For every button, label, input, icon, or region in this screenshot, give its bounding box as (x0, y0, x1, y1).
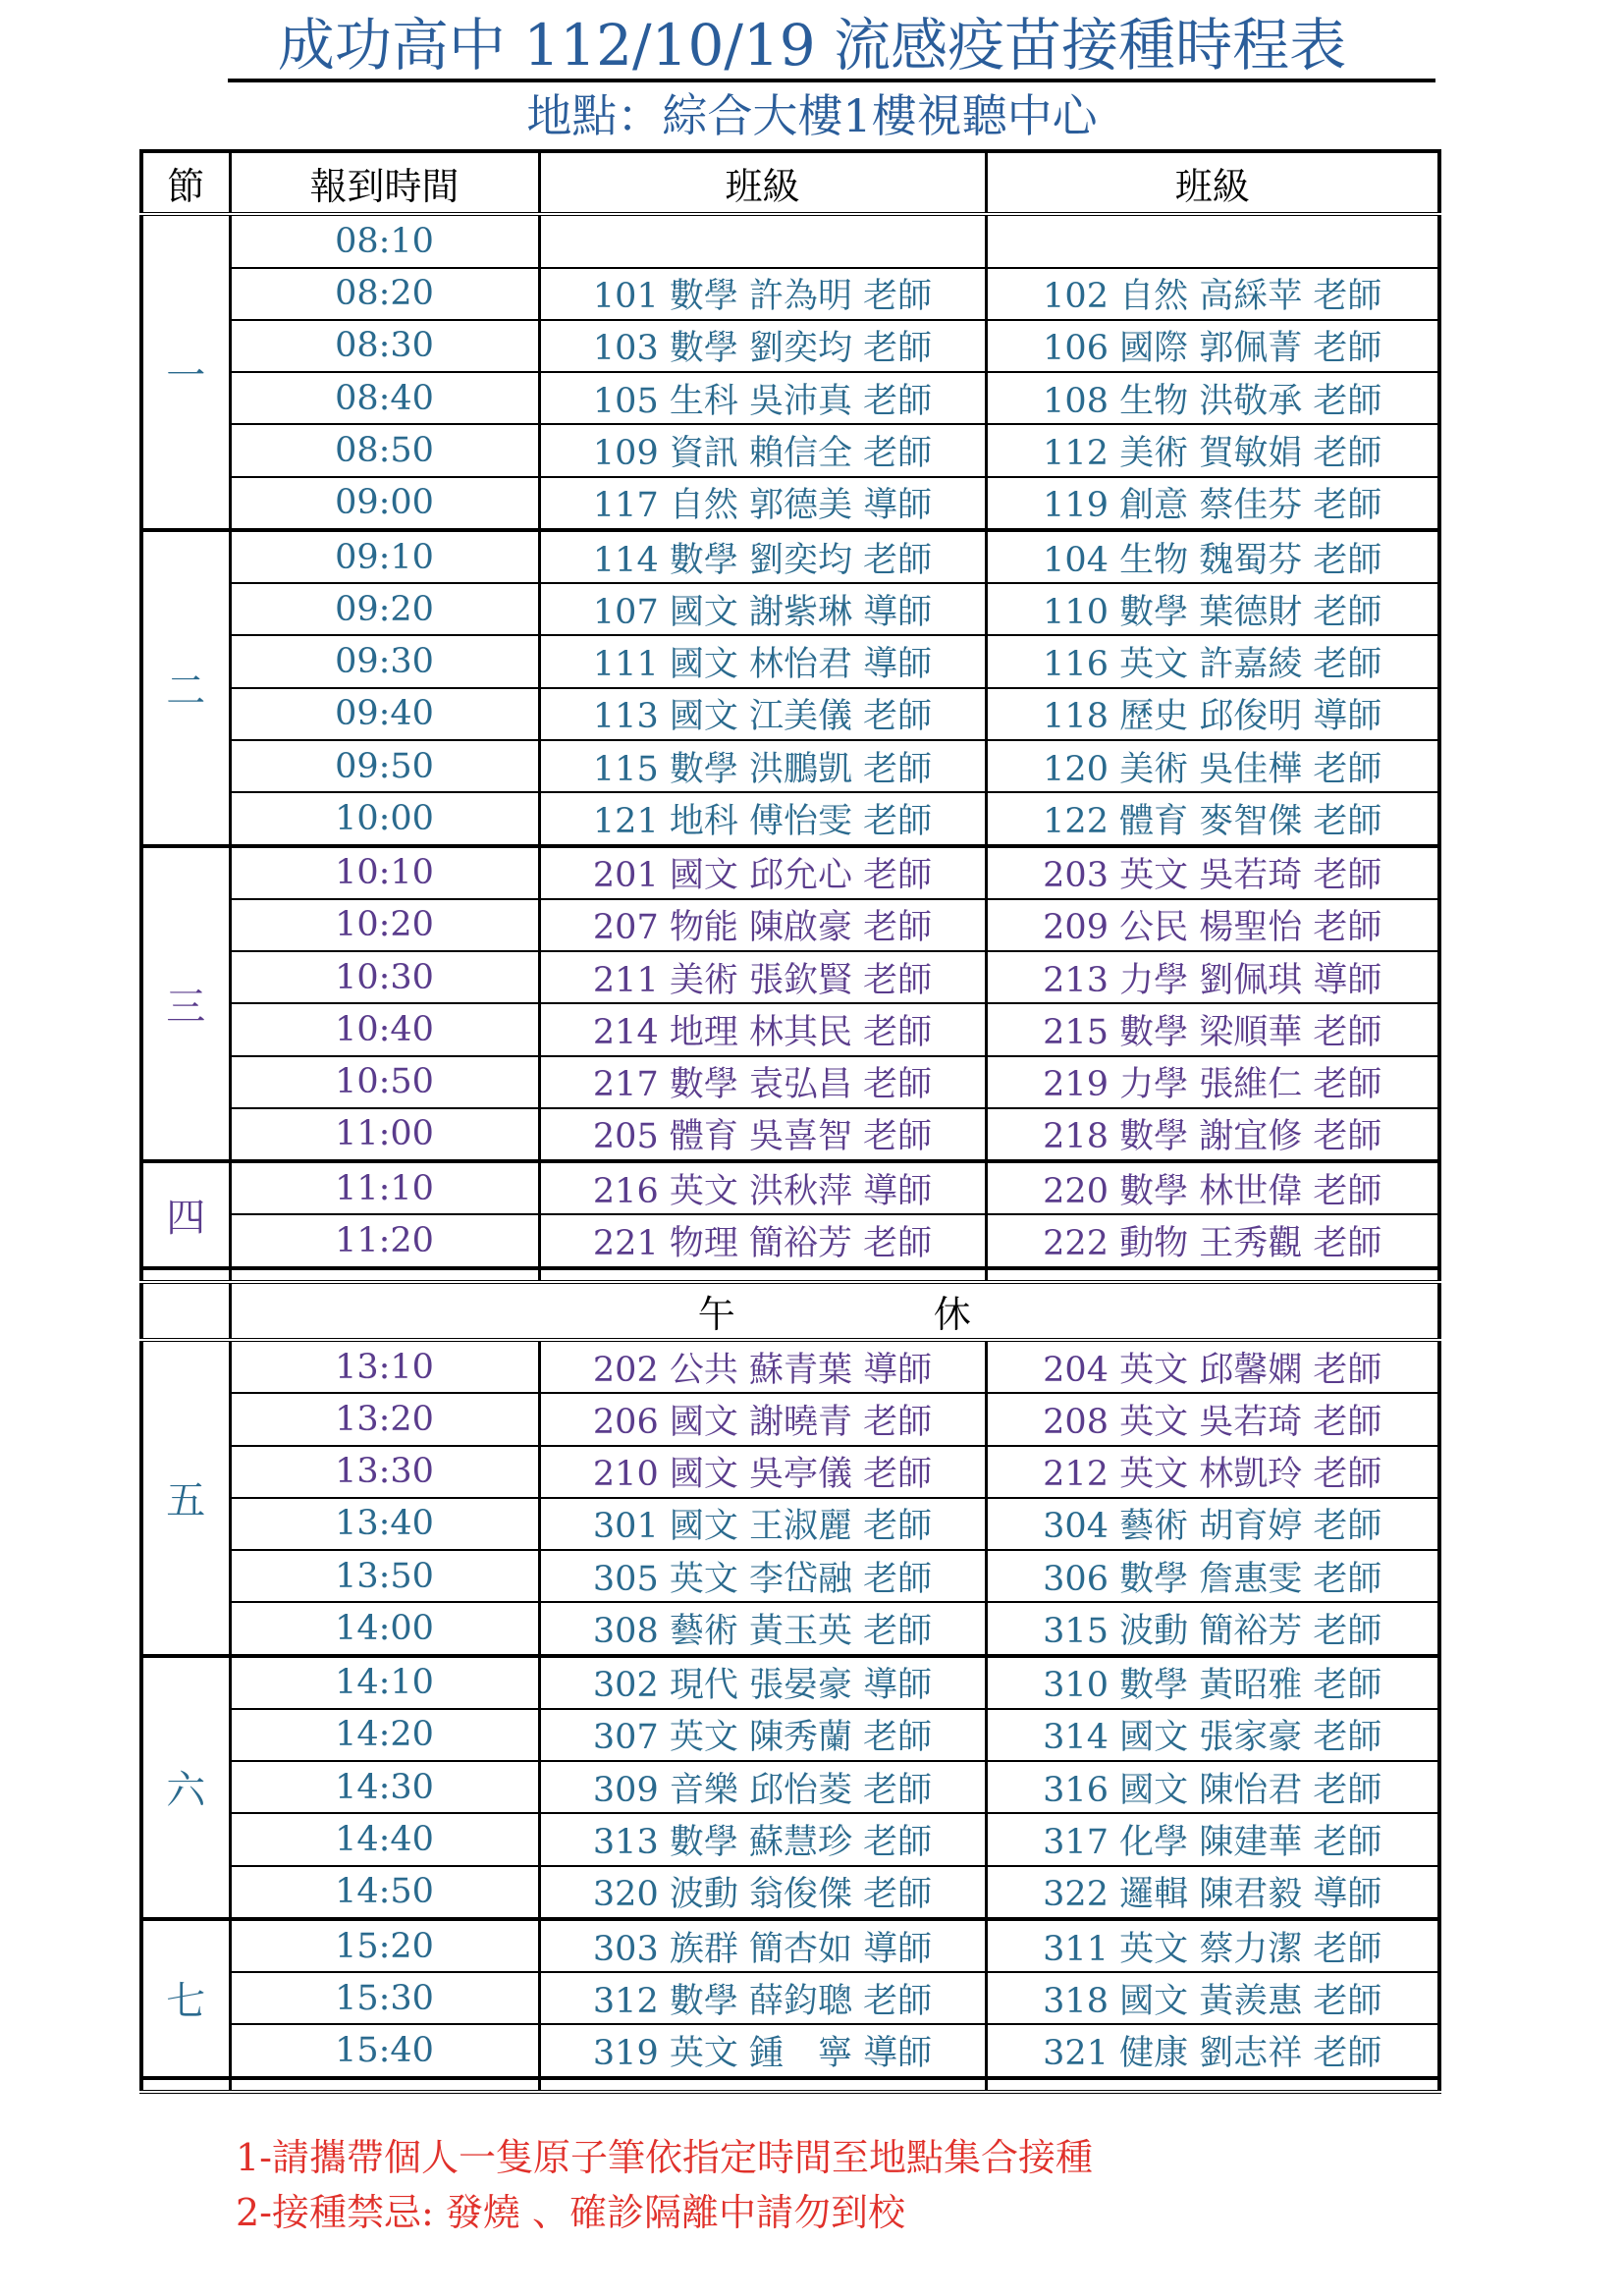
checkin-time: 10:30 (230, 951, 539, 1003)
class-cell-b: 112 美術 賀敏娟 老師 (986, 424, 1439, 476)
checkin-time: 14:50 (230, 1866, 539, 1919)
checkin-time: 14:30 (230, 1761, 539, 1813)
table-row (141, 1340, 1439, 1393)
class-cell-b: 212 英文 林凱玲 老師 (986, 1446, 1439, 1498)
table-row (141, 792, 1439, 845)
class-cell-b: 304 藝術 胡育婷 老師 (986, 1498, 1439, 1550)
class-cell-b: 315 波動 簡裕芳 老師 (986, 1602, 1439, 1655)
spacer-row (141, 2078, 1439, 2092)
checkin-time: 09:30 (230, 635, 539, 687)
table-row (141, 214, 1439, 267)
class-cell-a: 114 數學 劉奕均 老師 (539, 530, 986, 583)
checkin-time: 11:20 (230, 1214, 539, 1267)
table-row (141, 688, 1439, 740)
class-cell-a: 121 地科 傅怡雯 老師 (539, 792, 986, 845)
class-cell-a: 320 波動 翁俊傑 老師 (539, 1866, 986, 1919)
checkin-time: 09:00 (230, 477, 539, 530)
table-row (141, 1602, 1439, 1655)
header-class-a: 班級 (539, 151, 986, 214)
class-cell-b: 209 公民 楊聖怡 老師 (986, 899, 1439, 951)
table-row (141, 1656, 1439, 1709)
class-cell-a: 302 現代 張晏豪 導師 (539, 1656, 986, 1709)
period-label: 三 (141, 846, 230, 1162)
table-row (141, 1498, 1439, 1550)
checkin-time: 15:40 (230, 2024, 539, 2077)
class-cell-b: 122 體育 麥智傑 老師 (986, 792, 1439, 845)
period-label: 四 (141, 1161, 230, 1268)
period-label: 六 (141, 1656, 230, 1919)
class-cell-a: 307 英文 陳秀蘭 老師 (539, 1709, 986, 1761)
class-cell-a: 221 物理 簡裕芳 老師 (539, 1214, 986, 1267)
class-cell-a: 105 生科 吳沛真 老師 (539, 372, 986, 424)
location-subtitle: 地點：綜合大樓1樓視聽中心 (526, 89, 1098, 142)
class-cell-b: 222 動物 王秀觀 老師 (986, 1214, 1439, 1267)
class-cell-b: 104 生物 魏蜀芬 老師 (986, 530, 1439, 583)
period-label: 七 (141, 1919, 230, 2078)
class-cell-b: 110 數學 葉德財 老師 (986, 583, 1439, 635)
class-cell-a (539, 214, 986, 267)
checkin-time: 08:50 (230, 424, 539, 476)
table-row (141, 268, 1439, 320)
checkin-time: 13:50 (230, 1550, 539, 1602)
checkin-time: 13:30 (230, 1446, 539, 1498)
checkin-time: 08:20 (230, 268, 539, 320)
checkin-time: 11:00 (230, 1108, 539, 1161)
class-cell-b: 311 英文 蔡力潔 老師 (986, 1919, 1439, 1972)
class-cell-b (986, 214, 1439, 267)
class-cell-b: 204 英文 邱馨嫻 老師 (986, 1340, 1439, 1393)
class-cell-a: 309 音樂 邱怡菱 老師 (539, 1761, 986, 1813)
class-cell-a: 303 族群 簡杏如 導師 (539, 1919, 986, 1972)
checkin-time: 13:40 (230, 1498, 539, 1550)
notes (236, 2130, 1093, 2240)
class-cell-a: 109 資訊 賴信全 老師 (539, 424, 986, 476)
class-cell-b: 119 創意 蔡佳芬 老師 (986, 477, 1439, 530)
class-cell-b: 116 英文 許嘉綾 老師 (986, 635, 1439, 687)
table-row (141, 1972, 1439, 2024)
class-cell-a: 308 藝術 黃玉英 老師 (539, 1602, 986, 1655)
table-row (141, 951, 1439, 1003)
class-cell-b: 218 數學 謝宜修 老師 (986, 1108, 1439, 1161)
header-class-b: 班級 (986, 151, 1439, 214)
lunch-label-1: 午 (697, 1292, 735, 1336)
class-cell-a: 201 國文 邱允心 老師 (539, 846, 986, 899)
checkin-time: 11:10 (230, 1161, 539, 1214)
checkin-time: 10:50 (230, 1056, 539, 1108)
checkin-time: 09:10 (230, 530, 539, 583)
class-cell-b: 106 國際 郭佩菁 老師 (986, 320, 1439, 372)
table-row (141, 424, 1439, 476)
checkin-time: 13:20 (230, 1393, 539, 1445)
table-row (141, 2024, 1439, 2077)
checkin-time: 09:50 (230, 740, 539, 792)
class-cell-a: 214 地理 林其民 老師 (539, 1003, 986, 1055)
class-cell-b: 310 數學 黃昭雅 老師 (986, 1656, 1439, 1709)
checkin-time: 14:00 (230, 1602, 539, 1655)
lunch-break-cell (230, 1282, 1439, 1340)
class-cell-a: 319 英文 鍾 寧 導師 (539, 2024, 986, 2077)
class-cell-a: 107 國文 謝紫琳 導師 (539, 583, 986, 635)
checkin-time: 09:40 (230, 688, 539, 740)
class-cell-a: 206 國文 謝曉青 老師 (539, 1393, 986, 1445)
period-label: 二 (141, 530, 230, 846)
class-cell-a: 103 數學 劉奕均 老師 (539, 320, 986, 372)
class-cell-a: 117 自然 郭德美 導師 (539, 477, 986, 530)
table-row (141, 1446, 1439, 1498)
table-row (141, 899, 1439, 951)
lunch-row (141, 1282, 1439, 1340)
header-period: 節 (141, 151, 230, 214)
class-cell-b: 108 生物 洪敬承 老師 (986, 372, 1439, 424)
checkin-time: 08:40 (230, 372, 539, 424)
note-1: 1-請攜帶個人一隻原子筆依指定時間至地點集合接種 (236, 2136, 1094, 2179)
table-row (141, 1761, 1439, 1813)
period-label: 五 (141, 1340, 230, 1656)
table-row (141, 1161, 1439, 1214)
class-cell-b: 317 化學 陳建華 老師 (986, 1813, 1439, 1865)
class-cell-a: 313 數學 蘇慧珍 老師 (539, 1813, 986, 1865)
lunch-period (141, 1282, 230, 1340)
table-row (141, 1709, 1439, 1761)
checkin-time: 15:30 (230, 1972, 539, 2024)
table-row (141, 530, 1439, 583)
checkin-time: 13:10 (230, 1340, 539, 1393)
table-row (141, 1919, 1439, 1972)
class-cell-a: 217 數學 袁弘昌 老師 (539, 1056, 986, 1108)
checkin-time: 08:30 (230, 320, 539, 372)
checkin-time: 08:10 (230, 214, 539, 267)
table-row (141, 1056, 1439, 1108)
spacer-row (141, 1268, 1439, 1282)
table-row (141, 320, 1439, 372)
checkin-time: 14:40 (230, 1813, 539, 1865)
table-row (141, 846, 1439, 899)
period-label: 一 (141, 214, 230, 530)
class-cell-a: 113 國文 江美儀 老師 (539, 688, 986, 740)
title-underline (228, 79, 1435, 82)
table-row (141, 1003, 1439, 1055)
checkin-time: 14:20 (230, 1709, 539, 1761)
table-row (141, 1866, 1439, 1919)
class-cell-b: 322 邏輯 陳君毅 導師 (986, 1866, 1439, 1919)
note-2: 2-接種禁忌: 發燒 、確診隔離中請勿到校 (236, 2191, 905, 2234)
class-cell-a: 211 美術 張欽賢 老師 (539, 951, 986, 1003)
checkin-time: 15:20 (230, 1919, 539, 1972)
header-checkin-time: 報到時間 (230, 151, 539, 214)
checkin-time: 10:40 (230, 1003, 539, 1055)
class-cell-a: 207 物能 陳啟豪 老師 (539, 899, 986, 951)
table-row (141, 740, 1439, 792)
lunch-label-2: 休 (933, 1292, 971, 1336)
class-cell-a: 115 數學 洪鵬凱 老師 (539, 740, 986, 792)
class-cell-a: 202 公共 蘇青葉 導師 (539, 1340, 986, 1393)
class-cell-a: 111 國文 林怡君 導師 (539, 635, 986, 687)
class-cell-b: 220 數學 林世偉 老師 (986, 1161, 1439, 1214)
class-cell-b: 314 國文 張家豪 老師 (986, 1709, 1439, 1761)
class-cell-a: 305 英文 李岱融 老師 (539, 1550, 986, 1602)
class-cell-a: 301 國文 王淑麗 老師 (539, 1498, 986, 1550)
checkin-time: 10:00 (230, 792, 539, 845)
class-cell-b: 118 歷史 邱俊明 導師 (986, 688, 1439, 740)
class-cell-b: 208 英文 吳若琦 老師 (986, 1393, 1439, 1445)
table-row (141, 372, 1439, 424)
table-header-row (141, 151, 1439, 214)
class-cell-a: 101 數學 許為明 老師 (539, 268, 986, 320)
class-cell-a: 210 國文 吳亭儀 老師 (539, 1446, 986, 1498)
class-cell-a: 205 體育 吳喜智 老師 (539, 1108, 986, 1161)
class-cell-b: 213 力學 劉佩琪 導師 (986, 951, 1439, 1003)
checkin-time: 10:10 (230, 846, 539, 899)
class-cell-b: 102 自然 高綵苹 老師 (986, 268, 1439, 320)
class-cell-b: 316 國文 陳怡君 老師 (986, 1761, 1439, 1813)
class-cell-b: 120 美術 吳佳樺 老師 (986, 740, 1439, 792)
table-row (141, 1393, 1439, 1445)
class-cell-b: 203 英文 吳若琦 老師 (986, 846, 1439, 899)
checkin-time: 14:10 (230, 1656, 539, 1709)
class-cell-a: 312 數學 薛鈞聰 老師 (539, 1972, 986, 2024)
checkin-time: 10:20 (230, 899, 539, 951)
table-row (141, 1813, 1439, 1865)
page-title: 成功高中 112/10/19 流感疫苗接種時程表 (277, 12, 1347, 79)
class-cell-b: 215 數學 梁順華 老師 (986, 1003, 1439, 1055)
table-row (141, 477, 1439, 530)
table-row (141, 1550, 1439, 1602)
schedule-table (139, 149, 1441, 2094)
table-row (141, 1214, 1439, 1267)
table-row (141, 583, 1439, 635)
class-cell-a: 216 英文 洪秋萍 導師 (539, 1161, 986, 1214)
table-row (141, 1108, 1439, 1161)
table-row (141, 635, 1439, 687)
class-cell-b: 306 數學 詹惠雯 老師 (986, 1550, 1439, 1602)
class-cell-b: 318 國文 黃羨惠 老師 (986, 1972, 1439, 2024)
class-cell-b: 219 力學 張維仁 老師 (986, 1056, 1439, 1108)
class-cell-b: 321 健康 劉志祥 老師 (986, 2024, 1439, 2077)
checkin-time: 09:20 (230, 583, 539, 635)
